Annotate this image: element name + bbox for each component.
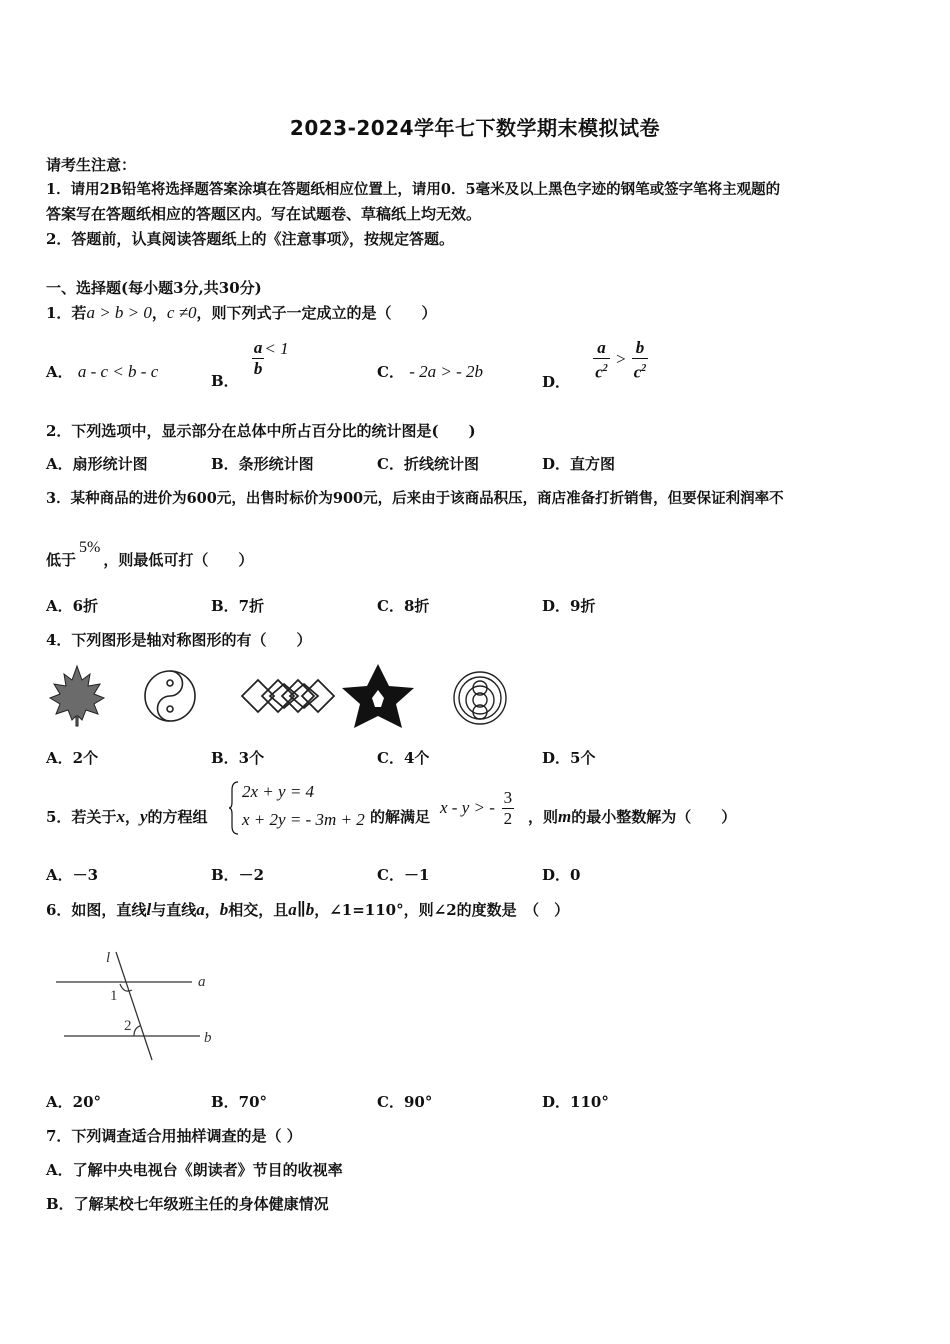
q6-option-c: C．90° xyxy=(377,1093,433,1111)
q1-option-d: D． $\frac{a}{c^2}$ > $\frac{b}{c^2}$ xyxy=(542,338,647,392)
q4-option-a: A．2个 xyxy=(46,749,99,767)
notice-line-1b: 答案写在答题纸相应的答题区内。写在试题卷、草稿纸上均无效。 xyxy=(46,205,482,223)
question-5-stem-start: 5．若关于x，y的方程组 xyxy=(46,807,208,826)
diamond-chain-figure xyxy=(242,680,334,712)
notice-line-2: 2．答题前，认真阅读答题纸上的《注意事项》，按规定答题。 xyxy=(46,230,454,248)
question-2-stem: 2．下列选项中，显示部分在总体中所占百分比的统计图是( ) xyxy=(46,422,476,440)
system-equation-1: 2x + y = 4 xyxy=(242,782,315,801)
q3-option-d: D．9折 xyxy=(542,597,596,615)
question-4-stem: 4．下列图形是轴对称图形的有（ ） xyxy=(46,631,312,649)
question-3-stem-line1: 3．某种商品的进价为600元，出售时标价为900元，后来由于该商品积压，商店准备打折销售，但要保证利润率不 xyxy=(46,490,784,507)
q2-option-d: D．直方图 xyxy=(542,455,616,473)
q5-option-a: A．－3 xyxy=(46,866,99,884)
q3-option-a: A．6折 xyxy=(46,597,99,615)
q2-option-c: C．折线统计图 xyxy=(377,455,479,473)
system-equation-2: x + 2y = - 3m + 2 xyxy=(242,810,365,829)
page-title: 2023-2024学年七下数学期末模拟试卷 xyxy=(289,116,661,140)
maple-leaf-figure xyxy=(50,666,104,726)
angle-1-arc xyxy=(120,984,132,991)
question-1-stem: 1．若a > b > 0，c ≠0，则下列式子一定成立的是（ ） xyxy=(46,303,437,322)
angle-2-arc xyxy=(134,1026,140,1036)
q6-option-b: B．70° xyxy=(211,1093,268,1111)
q6-option-a: A．20° xyxy=(46,1093,102,1111)
star-figure xyxy=(342,664,414,728)
notice-line-1: 1．请用2B铅笔将选择题答案涂填在答题纸相应位置上，请用0．5毫米及以上黑色字迹的钢笔或签字笔将主观题的 xyxy=(46,181,781,198)
question-3-stem-line2: 低于5%，则最低可打（ ） xyxy=(46,539,254,569)
section-heading: 一、选择题(每小题3分,共30分) xyxy=(46,279,262,297)
q6-option-d: D．110° xyxy=(542,1093,609,1111)
system-brace xyxy=(228,780,240,836)
question-6-stem: 6．如图，直线l与直线a，b相交，且a∥b，∠1=110°，则∠2的度数是 （ ） xyxy=(46,900,570,919)
question-5-inequality: x - y > - $\frac{3}{2}$ xyxy=(440,788,513,828)
q2-option-a: A．扇形统计图 xyxy=(46,455,148,473)
q7-option-b: B．了解某校七年级班主任的身体健康情况 xyxy=(46,1195,329,1213)
q3-option-c: C．8折 xyxy=(377,597,430,615)
question-5-stem-mid: 的解满足 xyxy=(370,808,431,826)
q1-option-b: B． $\frac{a}{b}$ < 1 xyxy=(211,338,289,390)
notice-header: 请考生注意： xyxy=(46,156,137,174)
label-l: l xyxy=(106,950,111,966)
question-7-stem: 7．下列调查适合用抽样调查的是（ ） xyxy=(46,1127,302,1145)
label-b: b xyxy=(204,1030,212,1046)
q6-line-diagram xyxy=(50,944,230,1064)
label-angle-2: 2 xyxy=(124,1018,132,1034)
q4-option-b: B．3个 xyxy=(211,749,265,767)
label-angle-1: 1 xyxy=(110,988,118,1004)
q1-option-c: C． - 2a > - 2b xyxy=(377,362,483,381)
q5-option-b: B．－2 xyxy=(211,866,265,884)
q2-option-b: B．条形统计图 xyxy=(211,455,314,473)
label-a: a xyxy=(198,974,206,990)
q4-option-d: D．5个 xyxy=(542,749,596,767)
q7-option-a: A．了解中央电视台《朗读者》节目的收视率 xyxy=(46,1161,343,1179)
line-l xyxy=(116,952,152,1060)
q3-option-b: B．7折 xyxy=(211,597,265,615)
circles-figure xyxy=(454,672,506,724)
q1-option-a: A． a - c < b - c xyxy=(46,362,159,381)
q4-option-c: C．4个 xyxy=(377,749,430,767)
question-5-stem-end: ，则m的最小整数解为（ ） xyxy=(528,807,737,826)
q5-option-d: D．0 xyxy=(542,866,581,884)
q5-option-c: C．－1 xyxy=(377,866,430,884)
q4-figures xyxy=(44,660,510,732)
yin-yang-figure xyxy=(145,671,195,721)
